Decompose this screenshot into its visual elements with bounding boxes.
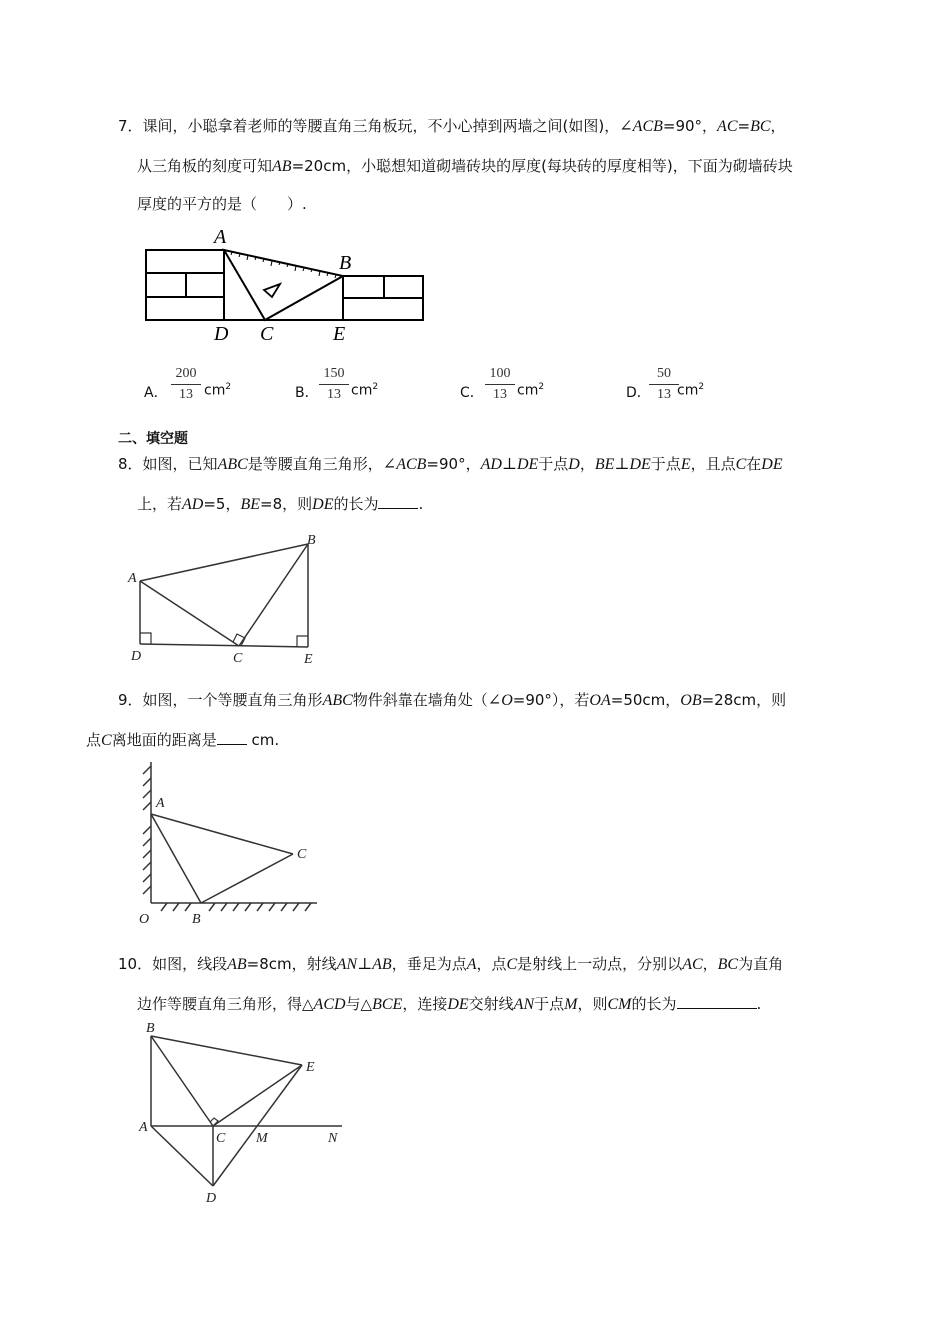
q9-label-O: O [139,912,150,927]
q10-label-E: E [306,1060,315,1075]
q7-option-b-fraction: 150 13 [319,366,349,403]
q10-line2: 边作等腰直角三角形，得△ACD与△BCE，连接DE交射线AN于点M，则CM的长为 . [137,995,762,1013]
q10-label-N: N [328,1131,338,1146]
q7-option-c-unit: $cm^2$ [517,382,545,399]
q9-line1: 9．如图，一个等腰直角三角形ABC物件斜靠在墙角处（∠O=90°），若OA=50cm，OB=28cm，则 [118,691,787,709]
q7-option-b-letter: B． [295,385,319,401]
q7-label-A: A [214,226,227,248]
q9-line2: 点C离地面的距离是 cm. [86,731,280,749]
q7-label-D: D [214,323,229,345]
q10-label-D: D [206,1191,217,1206]
q7-label-E: E [333,323,346,345]
q7-option-c-letter: C． [460,385,484,401]
q8-label-B: B [307,533,316,548]
q7-line1: 7．课间，小聪拿着老师的等腰直角三角板玩，不小心掉到两墙之间(如图)，∠ACB=90°，AC=BC， [118,117,786,135]
q9-figure [135,756,335,931]
q7-number: 7． [118,117,143,135]
q10-number: 10． [118,955,153,973]
q8-number: 8． [118,455,143,473]
q9-ground-hatch [161,903,311,911]
q9-answer-blank[interactable] [217,730,247,745]
q10-figure [135,1018,355,1208]
q7-option-a-fraction: 200 13 [171,366,201,403]
q8-label-C: C [233,651,243,666]
q7-triangle-ruler [224,250,343,320]
q8-line1: 8．如图，已知ABC是等腰直角三角形，∠ACB=90°，AD⊥DE于点D，BE⊥DE于点E，且点C在DE [118,455,783,473]
q7-option-d-fraction: 50 13 [649,366,679,403]
q7-label-C: C [260,323,274,345]
q8-label-A: A [128,571,137,586]
q10-label-C: C [216,1131,226,1146]
q7-line2: 从三角板的刻度可知AB=20cm，小聪想知道砌墙砖块的厚度(每块砖的厚度相等)，下面为砌墙砖块 [137,157,793,175]
q7-option-c-fraction: 100 13 [485,366,515,403]
q10-line1: 10．如图，线段AB=8cm，射线AN⊥AB，垂足为点A，点C是射线上一动点，分别以AC，BC为直角 [118,955,784,973]
q10-label-B: B [146,1021,155,1036]
q9-number: 9． [118,691,143,709]
q9-label-A: A [156,796,165,811]
q7-option-b-unit: $cm^2$ [351,382,379,399]
q7-option-d-letter: D． [626,385,651,401]
section-heading: 二、填空题 [118,431,188,447]
q7-option-a-letter: A． [144,385,168,401]
q9-wall-hatch [143,766,151,894]
q10-label-A: A [139,1120,148,1135]
q10-answer-blank[interactable] [677,994,757,1009]
q8-label-D: D [131,649,142,664]
q9-label-C: C [297,847,307,862]
q7-option-d-unit: $cm^2$ [677,382,705,399]
q10-label-M: M [256,1131,268,1146]
q7-label-B: B [339,252,352,274]
q8-line2: 上，若AD=5，BE=8，则DE的长为 . [137,495,424,513]
q7-figure [140,224,440,349]
q7-line3: 厚度的平方的是（ ）. [137,195,307,213]
q7-option-a-unit: $cm^2$ [204,382,232,399]
q9-label-B: B [192,912,201,927]
q8-answer-blank[interactable] [378,494,418,509]
q8-label-E: E [304,652,313,667]
q8-figure [125,530,335,670]
